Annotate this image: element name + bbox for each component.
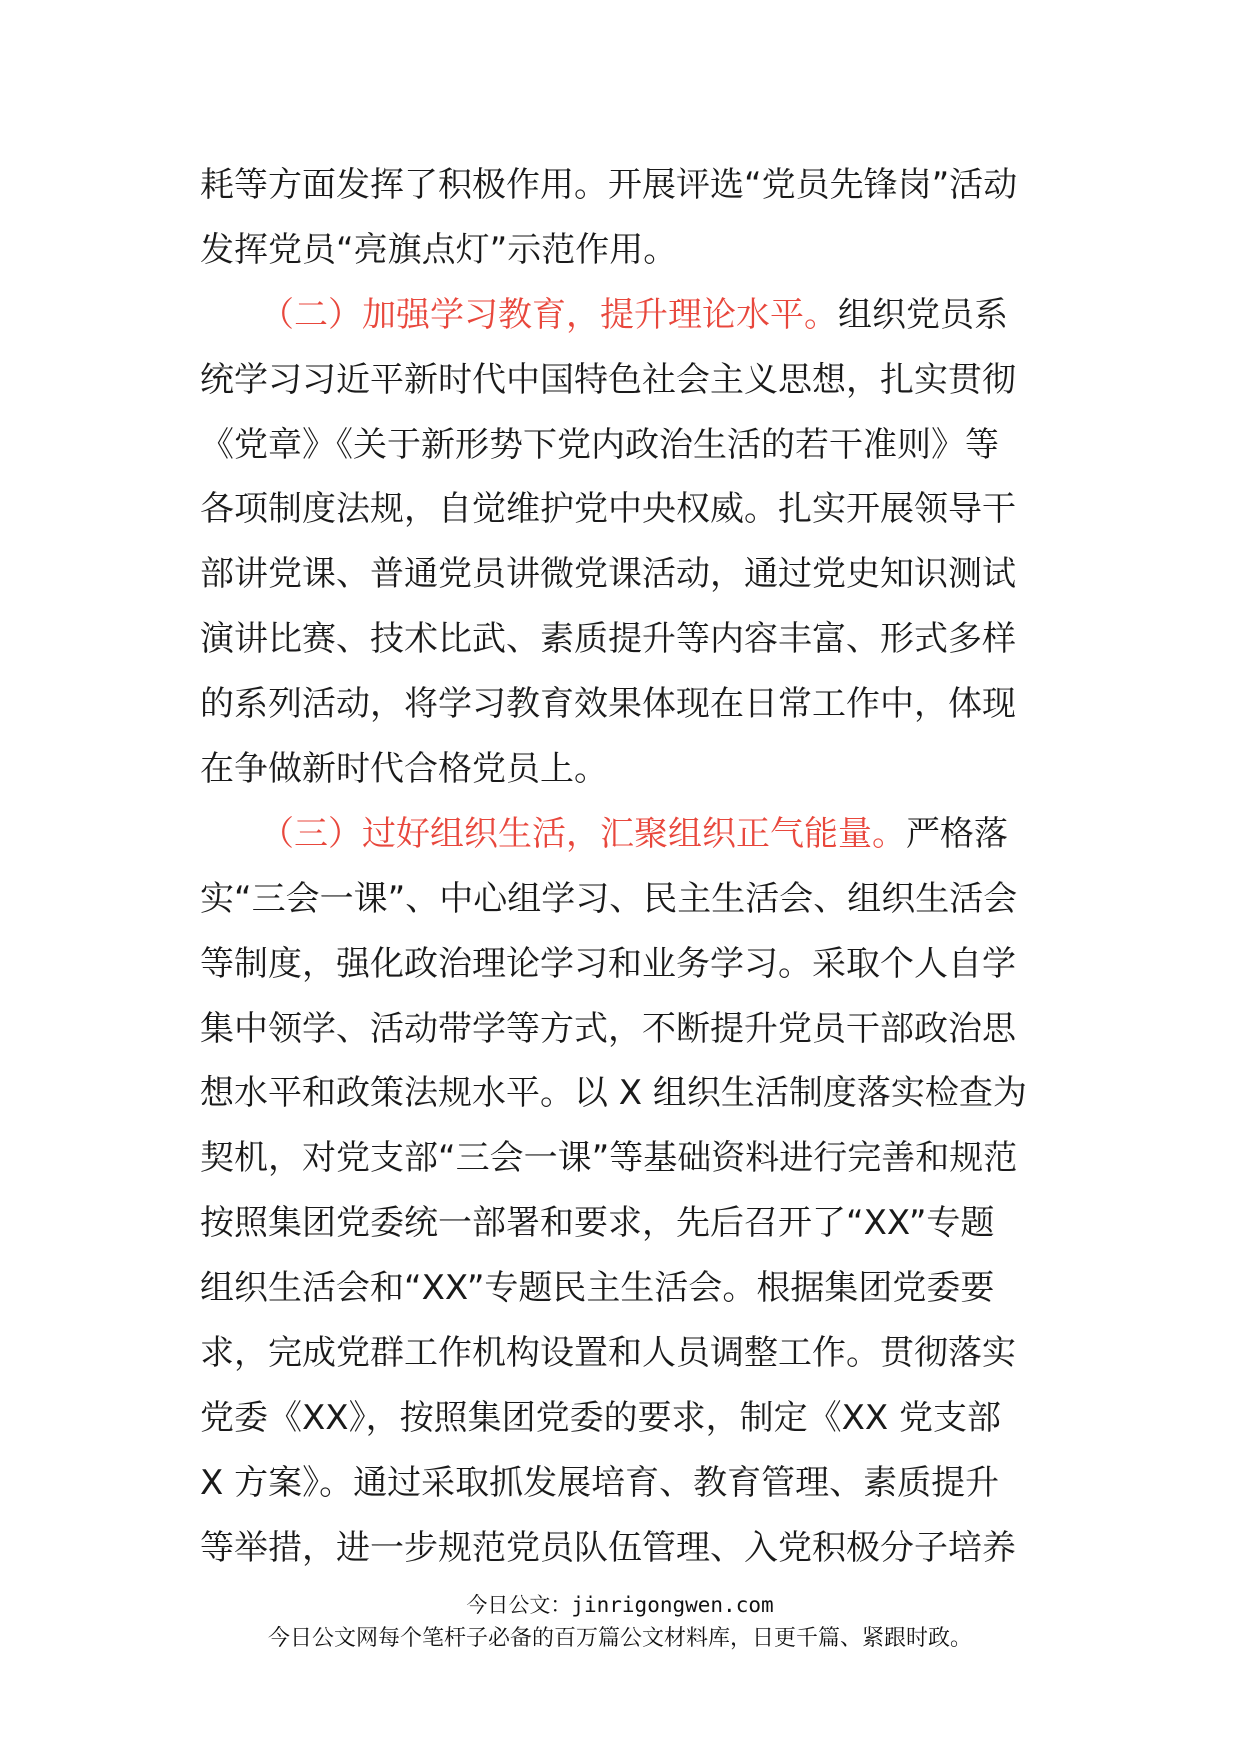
text-line — [200, 867, 1040, 932]
document-body — [200, 153, 1040, 1581]
line-text: 部讲党课、普通党员讲微党课活动，通过党史知识测试 — [200, 554, 1016, 595]
line-text: 想水平和政策法规水平。以 X 组织生活制度落实检查为 — [200, 1073, 1027, 1114]
line-text: 等制度，强化政治理论学习和业务学习。采取个人自学 — [200, 943, 1016, 984]
text-line — [200, 153, 1040, 218]
footer-site-url[interactable]: jinrigongwen.com — [571, 1593, 774, 1617]
footer-site-line — [0, 1590, 1240, 1620]
text-line — [200, 1451, 1040, 1516]
text-line — [200, 997, 1040, 1062]
line-text: 的系列活动，将学习教育效果体现在日常工作中，体现 — [200, 684, 1016, 725]
line-text: 实“三会一课”、中心组学习、民主生活会、组织生活会 — [200, 878, 1018, 919]
section-heading-3: （三）过好组织生活，汇聚组织正气能量。 — [260, 813, 906, 854]
line-text: 组织党员系 — [838, 294, 1008, 335]
text-line — [200, 218, 1040, 283]
line-text: 组织生活会和“XX”专题民主生活会。根据集团党委要 — [200, 1268, 995, 1309]
text-line — [200, 1061, 1040, 1126]
line-text: 党委《XX》，按照集团党委的要求，制定《XX 党支部 — [200, 1397, 1001, 1438]
line-text: 契机，对党支部“三会一课”等基础资料进行完善和规范 — [200, 1138, 1018, 1179]
line-text: 严格落 — [906, 813, 1008, 854]
text-line — [200, 348, 1040, 413]
text-line — [200, 1386, 1040, 1451]
text-line — [200, 672, 1040, 737]
line-text: 发挥党员“亮旗点灯”示范作用。 — [200, 229, 678, 270]
text-line — [200, 1126, 1040, 1191]
section-heading-line-2 — [200, 283, 1040, 348]
footer-site-label: 今日公文： — [466, 1593, 572, 1617]
line-text: 在争做新时代合格党员上。 — [200, 749, 608, 790]
text-line — [200, 542, 1040, 607]
line-text: 求，完成党群工作机构设置和人员调整工作。贯彻落实 — [200, 1333, 1016, 1374]
text-line — [200, 477, 1040, 542]
line-text: 等举措，进一步规范党员队伍管理、入党积极分子培养 — [200, 1527, 1016, 1568]
text-line — [200, 413, 1040, 478]
line-text: 按照集团党委统一部署和要求，先后召开了“XX”专题 — [200, 1203, 995, 1244]
text-line — [200, 607, 1040, 672]
line-text: 演讲比赛、技术比武、素质提升等内容丰富、形式多样 — [200, 619, 1016, 660]
line-text: 《党章》《关于新形势下党内政治生活的若干准则》等 — [200, 424, 999, 465]
text-line — [200, 1516, 1040, 1581]
text-line — [200, 1191, 1040, 1256]
text-line — [200, 1256, 1040, 1321]
text-line — [200, 737, 1040, 802]
line-text: 各项制度法规，自觉维护党中央权威。扎实开展领导干 — [200, 489, 1016, 530]
section-heading-2: （二）加强学习教育，提升理论水平。 — [260, 294, 838, 335]
footer-tagline: 今日公文网每个笔杆子必备的百万篇公文材料库，日更千篇、紧跟时政。 — [267, 1626, 972, 1651]
section-heading-line-3 — [200, 802, 1040, 867]
line-text: 统学习习近平新时代中国特色社会主义思想，扎实贯彻 — [200, 359, 1016, 400]
line-text: 集中领学、活动带学等方式，不断提升党员干部政治思 — [200, 1008, 1016, 1049]
text-line — [200, 932, 1040, 997]
text-line — [200, 1321, 1040, 1386]
line-text: X 方案》。通过采取抓发展培育、教育管理、素质提升 — [200, 1462, 1000, 1503]
line-text: 耗等方面发挥了积极作用。开展评选“党员先锋岗”活动 — [200, 165, 1018, 205]
